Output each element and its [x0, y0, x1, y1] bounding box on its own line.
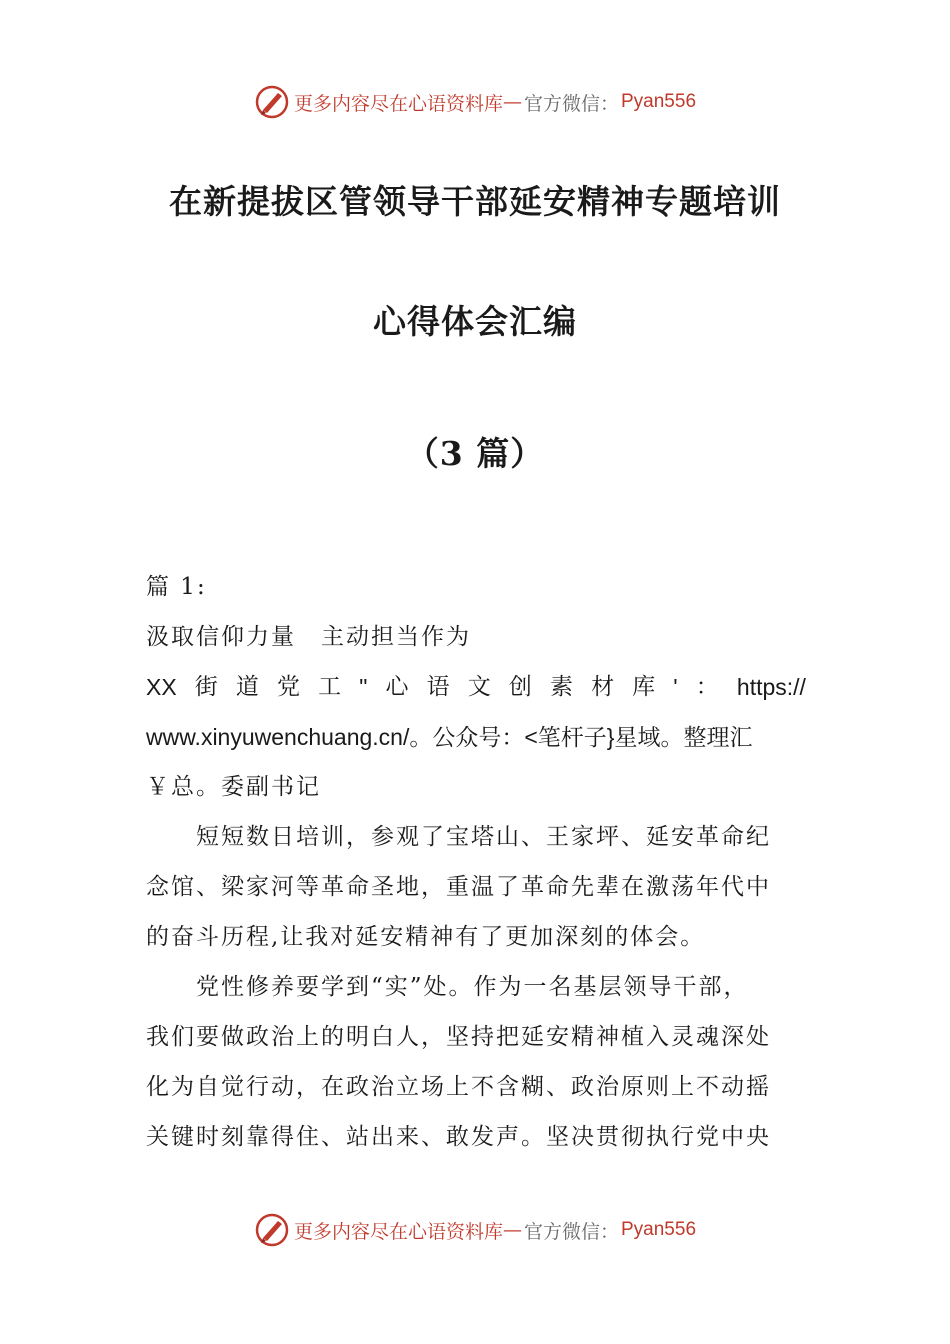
article-subtitle: 汲取信仰力量 主动担当作为: [146, 624, 471, 650]
document-title-line1: 在新提拔区管领导干部延安精神专题培训: [169, 182, 781, 221]
banner-wechat-id: Pyan556: [621, 1219, 697, 1240]
author-token: 街: [194, 674, 218, 700]
author-line-2-text: www.xinyuwenchuang.cn/。公众号：<笔杆子}星域。整理汇: [146, 724, 753, 750]
banner-dash: —: [502, 91, 522, 113]
banner-wechat-id: Pyan556: [621, 91, 697, 112]
author-token: 语: [426, 674, 450, 700]
paragraph-line: 念馆、梁家河等革命圣地，重温了革命先辈在激荡年代中: [146, 874, 771, 900]
banner-main-text: 更多内容尽在心语资料库: [293, 1220, 503, 1243]
paragraph-line: 化为自觉行动，在政治立场上不含糊、政治原则上不动摇: [146, 1074, 771, 1100]
paragraph-line: 我们要做政治上的明白人，坚持把延安精神植入灵魂深处: [146, 1024, 771, 1050]
author-token: 文: [467, 674, 491, 700]
paragraph-line: 的奋斗历程,让我对延安精神有了更加深刻的体会。: [146, 924, 706, 950]
document-title-count: （3 篇）: [405, 434, 545, 473]
author-token: ': [673, 674, 678, 700]
author-token: 库: [632, 674, 656, 700]
banner-main-text: 更多内容尽在心语资料库: [293, 92, 503, 115]
author-token: XX: [146, 674, 177, 700]
author-line-3: ￥总。委副书记: [146, 774, 321, 800]
author-token: ：: [695, 674, 719, 700]
banner-wechat-label: 官方微信：: [523, 1220, 619, 1243]
author-token: 道: [235, 674, 259, 700]
header-banner: [0, 82, 950, 122]
paragraph-line: 党性修养要学到“实”处。作为一名基层领导干部，: [196, 974, 749, 1000]
paragraph-line: 关键时刻靠得住、站出来、敢发声。坚决贯彻执行党中央: [146, 1124, 771, 1150]
article-body: [146, 562, 806, 1162]
banner-wechat-label: 官方微信：: [523, 92, 619, 115]
author-token: 心: [385, 674, 409, 700]
paragraph-line: 短短数日培训，参观了宝塔山、王家坪、延安革命纪: [196, 824, 771, 850]
footer-banner: [0, 1210, 950, 1250]
section-label: 篇 1:: [146, 574, 207, 600]
author-line-1: [146, 662, 806, 712]
author-token: 工: [318, 674, 342, 700]
document-title-line2: 心得体会汇编: [373, 302, 577, 341]
author-token: 创: [508, 674, 532, 700]
author-token: 党: [277, 674, 301, 700]
author-token: 材: [591, 674, 615, 700]
author-token: 素: [549, 674, 573, 700]
author-token: https://: [736, 674, 806, 700]
author-token: ": [359, 674, 368, 700]
banner-dash: —: [502, 1219, 522, 1241]
pen-logo-icon: [254, 1212, 290, 1248]
pen-logo-icon: [254, 84, 290, 120]
author-line-2: [146, 712, 806, 762]
